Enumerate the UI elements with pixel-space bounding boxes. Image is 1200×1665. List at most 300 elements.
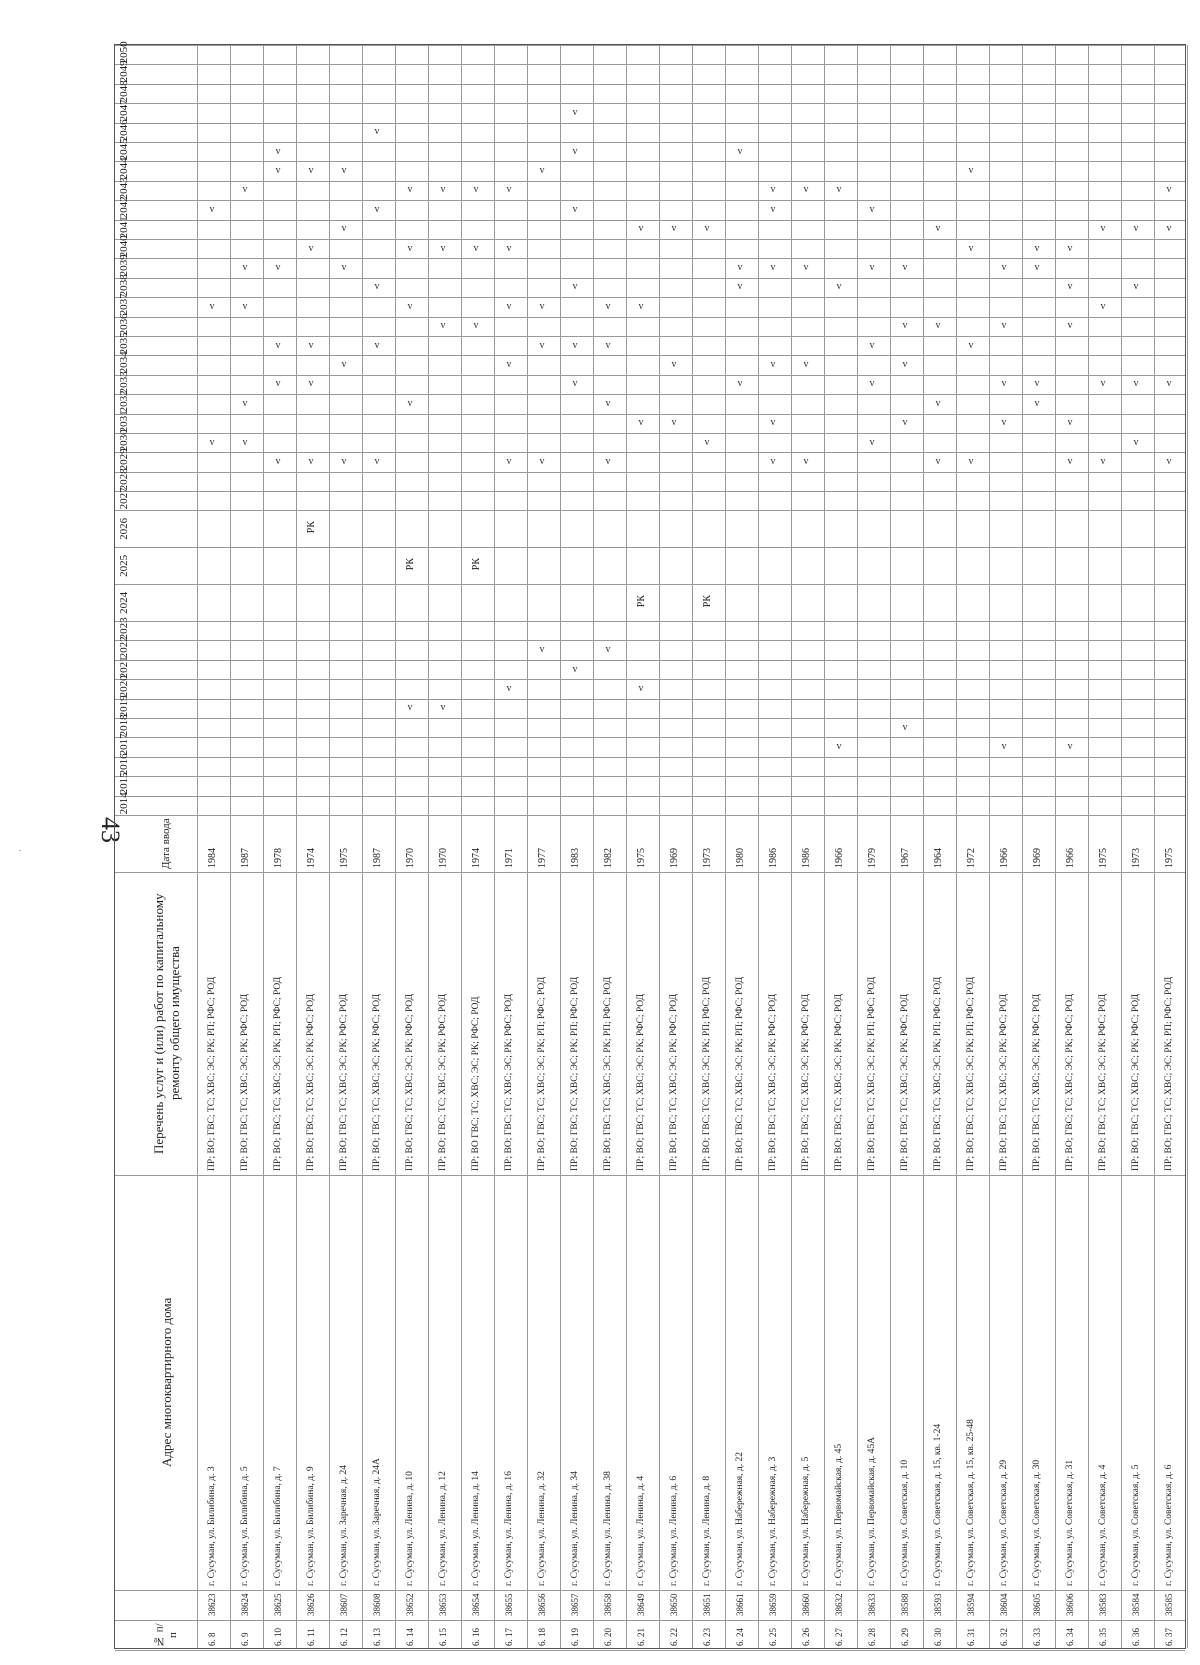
band-line <box>115 1590 1185 1591</box>
schedule-tick: v <box>572 106 578 118</box>
row-number: 6. 9 <box>239 1632 250 1646</box>
schedule-tick: v <box>308 242 314 254</box>
row-address: г. Сусуман, ул. Советская, д. 29 <box>998 1459 1009 1586</box>
schedule-tick: v <box>242 300 248 312</box>
row-works: ПР; ВО; ГВС; ТС; ХВС; ЭС; РК; РФС; РОД <box>833 993 844 1171</box>
schedule-tick: v <box>770 359 776 371</box>
schedule-tick: v <box>1034 397 1040 409</box>
schedule-tick: v <box>638 223 644 235</box>
row-id: 38626 <box>305 1593 316 1616</box>
schedule-tick: v <box>440 320 446 332</box>
year-line <box>115 640 1185 641</box>
row-id: 38649 <box>635 1593 646 1616</box>
schedule-tick: v <box>1166 184 1172 196</box>
row-line <box>626 45 627 1648</box>
row-works: ПР; ВО; ГВС; ТС; ХВС; ЭС; РК; РП; РФС; РОД <box>602 976 613 1171</box>
schedule-tick: v <box>1166 223 1172 235</box>
schedule-tick: v <box>935 456 941 467</box>
year-line <box>115 64 1185 65</box>
row-date: 1970 <box>404 848 416 868</box>
row-date: 1987 <box>371 848 383 868</box>
row-date: 1973 <box>1130 848 1142 868</box>
schedule-tick: v <box>572 378 578 390</box>
schedule-tick: v <box>1067 281 1073 293</box>
row-works: ПР; ВО; ГВС; ТС; ХВС; ЭС; РК; РФС; РОД <box>800 993 811 1171</box>
year-line <box>115 547 1185 548</box>
row-line <box>758 45 759 1648</box>
row-works: ПР; ВО; ГВС; ТС; ХВС; ЭС; РК; РП; РФС; РОД <box>1163 976 1174 1171</box>
schedule-tick: v <box>539 339 545 351</box>
schedule-tick: v <box>902 721 908 733</box>
row-number: 6. 26 <box>800 1628 811 1646</box>
year-line <box>115 239 1185 240</box>
row-number: 6. 16 <box>470 1628 481 1646</box>
row-address: г. Сусуман, ул. Ленина, д. 4 <box>635 1475 646 1586</box>
row-works: ПР; ВО; ГВС; ТС; ХВС; ЭС; РК; РФС; РОД <box>305 993 316 1171</box>
schedule-tick: v <box>539 300 545 312</box>
row-id: 38651 <box>701 1593 712 1616</box>
scan-mark: · <box>18 845 22 857</box>
schedule-tick: v <box>902 359 908 371</box>
schedule-tick: v <box>440 184 446 196</box>
year-header: 2038 <box>118 274 130 297</box>
year-line <box>115 510 1185 511</box>
row-works: ПР; ВО; ГВС; ТС; ХВС; ЭС; РК; РП; РФС; РОД <box>965 976 976 1171</box>
row-address: г. Сусуман, ул. Набережная, д. 22 <box>734 1452 745 1586</box>
schedule-tick: v <box>968 339 974 351</box>
row-number: 6. 31 <box>965 1628 976 1646</box>
year-line <box>115 336 1185 337</box>
year-header: 2027 <box>118 487 130 510</box>
row-address: г. Сусуман, ул. Советская, д. 4 <box>1097 1464 1108 1586</box>
year-line <box>115 660 1185 661</box>
row-date: 1978 <box>272 848 284 868</box>
schedule-tick: v <box>506 456 512 467</box>
row-line <box>824 45 825 1648</box>
row-id: 38660 <box>800 1593 811 1616</box>
year-line <box>115 394 1185 395</box>
year-header: 2022 <box>118 636 130 659</box>
row-works: ПР; ВО; ГВС; ТС; ХВС; ЭС; РК; РФС; РОД <box>404 993 415 1171</box>
row-works: ПР; ВО; ГВС; ТС; ХВС; ЭС; РК; РФС; РОД <box>1097 993 1108 1171</box>
schedule-tick: v <box>539 456 545 467</box>
schedule-tick: v <box>1133 378 1139 390</box>
row-date: 1966 <box>1064 848 1076 868</box>
row-date: 1979 <box>866 848 878 868</box>
schedule-tick: v <box>308 456 314 467</box>
row-number: 6. 28 <box>866 1628 877 1646</box>
schedule-tick: v <box>374 126 380 138</box>
row-address: г. Сусуман, ул. Советская, д. 30 <box>1031 1459 1042 1586</box>
row-line <box>527 45 528 1648</box>
row-number: 6. 30 <box>932 1628 943 1646</box>
row-line <box>296 45 297 1648</box>
rk-mark: РК <box>701 594 713 607</box>
row-works: ПР; ВО ГВС; ТС; ХВС; ЭС; РК; РФС; РОД <box>470 996 481 1171</box>
year-line <box>115 584 1185 585</box>
schedule-tick: v <box>374 203 380 215</box>
year-header: 2032 <box>118 390 130 413</box>
row-date: 1972 <box>965 848 977 868</box>
schedule-tick: v <box>275 378 281 390</box>
schedule-tick: v <box>1133 223 1139 235</box>
row-works: ПР; ВО; ГВС; ТС; ХВС; ЭС; РК; РП; РФС; РОД <box>932 976 943 1171</box>
row-line <box>1022 45 1023 1648</box>
year-line <box>115 103 1185 104</box>
schedule-tick: v <box>638 682 644 694</box>
row-works: ПР; ВО; ГВС; ТС; ХВС; ЭС; РК; РФС; РОД <box>1064 993 1075 1171</box>
row-number: 6. 14 <box>404 1628 415 1646</box>
row-address: г. Сусуман, ул. Ленина, д. 16 <box>503 1471 514 1586</box>
row-number: 6. 23 <box>701 1628 712 1646</box>
year-line <box>115 258 1185 259</box>
schedule-tick: v <box>1001 378 1007 390</box>
schedule-tick: v <box>1166 378 1172 390</box>
schedule-tick: v <box>869 378 875 390</box>
row-id: 38604 <box>998 1593 1009 1616</box>
schedule-tick: v <box>407 397 413 409</box>
row-line <box>890 45 891 1648</box>
year-line <box>115 161 1185 162</box>
schedule-tick: v <box>770 203 776 215</box>
row-address: г. Сусуман, ул. Набережная, д. 3 <box>767 1456 778 1586</box>
row-date: 1987 <box>239 848 251 868</box>
schedule-tick: v <box>737 281 743 293</box>
schedule-tick: v <box>770 262 776 274</box>
row-date: 1966 <box>833 848 845 868</box>
row-line <box>395 45 396 1648</box>
row-id: 38659 <box>767 1593 778 1616</box>
schedule-tick: v <box>506 242 512 254</box>
row-id: 38655 <box>503 1593 514 1616</box>
row-address: г. Сусуман, ул. Ленина, д. 38 <box>602 1471 613 1586</box>
row-number: 6. 22 <box>668 1628 679 1646</box>
schedule-tick: v <box>935 397 941 409</box>
schedule-tick: v <box>275 339 281 351</box>
year-line <box>115 317 1185 318</box>
schedule-tick: v <box>275 145 281 157</box>
schedule-tick: v <box>968 242 974 254</box>
schedule-tick: v <box>803 359 809 371</box>
row-works: ПР; ВО; ГВС; ТС; ХВС; ЭС; РК; РФС; РОД <box>503 993 514 1171</box>
schedule-tick: v <box>902 262 908 274</box>
schedule-tick: v <box>440 242 446 254</box>
row-address: г. Сусуман, ул. Ленина, д. 34 <box>569 1471 580 1586</box>
year-header: 2036 <box>118 312 130 335</box>
schedule-tick: v <box>242 436 248 448</box>
row-id: 38625 <box>272 1593 283 1616</box>
year-header: 2047 <box>118 99 130 122</box>
year-header: 2024 <box>118 591 130 614</box>
rk-mark: РК <box>635 594 647 607</box>
row-date: 1964 <box>932 848 944 868</box>
row-works: ПР; ВО; ГВС; ТС; ХВС; ЭС; РК; РФС; РОД <box>998 993 1009 1171</box>
row-date: 1975 <box>338 848 350 868</box>
row-date: 1967 <box>899 848 911 868</box>
row-works: ПР; ВО; ГВС; ТС; ХВС; ЭС; РК; РФС; РОД <box>668 993 679 1171</box>
year-line <box>115 621 1185 622</box>
year-header: 2042 <box>118 196 130 219</box>
row-id: 38583 <box>1097 1593 1108 1616</box>
schedule-tick: v <box>341 262 347 274</box>
year-line <box>115 142 1185 143</box>
row-address: г. Сусуман, ул. Ленина, д. 14 <box>470 1471 481 1586</box>
row-id: 38653 <box>437 1593 448 1616</box>
schedule-tick: v <box>671 223 677 235</box>
year-header: 2025 <box>118 554 130 577</box>
row-line <box>1187 45 1188 1648</box>
row-date: 1986 <box>767 848 779 868</box>
year-line <box>115 375 1185 376</box>
year-line <box>115 123 1185 124</box>
year-header: 2046 <box>118 118 130 141</box>
row-address: г. Сусуман, ул. Билибина, д. 7 <box>272 1466 283 1586</box>
row-number: 6. 15 <box>437 1628 448 1646</box>
year-line <box>115 355 1185 356</box>
col-header-date: Дата ввода <box>160 818 173 869</box>
row-date: 1966 <box>998 848 1010 868</box>
schedule-tick: v <box>275 262 281 274</box>
row-id: 38588 <box>899 1593 910 1616</box>
schedule-tick: v <box>605 397 611 409</box>
year-header: 2019 <box>118 695 130 718</box>
row-works: ПР; ВО; ГВС; ТС; ХВС; ЭС; РК; РП; РФС; РОД <box>536 976 547 1171</box>
schedule-tick: v <box>737 262 743 274</box>
row-number: 6. 29 <box>899 1628 910 1646</box>
row-line <box>692 45 693 1648</box>
year-line <box>115 472 1185 473</box>
row-number: 6. 12 <box>338 1628 349 1646</box>
schedule-tick: v <box>836 741 842 753</box>
row-id: 38658 <box>602 1593 613 1616</box>
row-works: ПР; ВО; ГВС; ТС; ХВС; ЭС; РК; РП; РФС; РОД <box>734 976 745 1171</box>
row-id: 38652 <box>404 1593 415 1616</box>
row-id: 38593 <box>932 1593 943 1616</box>
row-id: 38650 <box>668 1593 679 1616</box>
row-address: г. Сусуман, ул. Ленина, д. 6 <box>668 1475 679 1586</box>
schedule-tick: v <box>506 300 512 312</box>
year-header: 2020 <box>118 675 130 698</box>
schedule-tick: v <box>1001 741 1007 753</box>
schedule-tick: v <box>704 436 710 448</box>
row-date: 1975 <box>1163 848 1175 868</box>
schedule-tick: v <box>1133 436 1139 448</box>
col-header-works: Перечень услуг и (или) работ по капитальному ремонту общего имущества <box>150 893 182 1154</box>
row-works: ПР; ВО; ГВС; ТС; ХВС; ЭС; РК; РФС; РОД <box>371 993 382 1171</box>
row-works: ПР; ВО; ГВС; ТС; ХВС; ЭС; РК; РП; РФС; РОД <box>701 976 712 1171</box>
year-header: 2018 <box>118 714 130 737</box>
row-id: 38606 <box>1064 1593 1075 1616</box>
schedule-tick: v <box>1100 378 1106 390</box>
row-line <box>791 45 792 1648</box>
year-line <box>115 737 1185 738</box>
schedule-tick: v <box>341 165 347 177</box>
row-address: г. Сусуман, ул. Ленина, д. 12 <box>437 1471 448 1586</box>
schedule-tick: v <box>506 359 512 371</box>
schedule-tick: v <box>209 300 215 312</box>
schedule-tick: v <box>704 223 710 235</box>
row-works: ПР; ВО; ГВС; ТС; ХВС; ЭС; РК; РП; РФС; РОД <box>569 976 580 1171</box>
schedule-tick: v <box>869 262 875 274</box>
year-header: 2039 <box>118 254 130 277</box>
schedule-tick: v <box>572 663 578 675</box>
year-line <box>115 200 1185 201</box>
row-works: ПР; ВО; ГВС; ТС; ХВС; ЭС; РК; РФС; РОД <box>635 993 646 1171</box>
schedule-tick: v <box>869 436 875 448</box>
band-line <box>115 872 1185 873</box>
row-number: 6. 33 <box>1031 1628 1042 1646</box>
schedule-tick: v <box>242 397 248 409</box>
year-line <box>115 491 1185 492</box>
schedule-tick: v <box>803 456 809 467</box>
schedule-tick: v <box>407 242 413 254</box>
schedule-tick: v <box>506 184 512 196</box>
row-date: 1982 <box>602 848 614 868</box>
row-address: г. Сусуман, ул. Советская, д. 6 <box>1163 1464 1174 1586</box>
schedule-tick: v <box>605 339 611 351</box>
band-line <box>115 815 1185 816</box>
rk-mark: РК <box>470 557 482 570</box>
schedule-tick: v <box>836 184 842 196</box>
row-line <box>362 45 363 1648</box>
row-id: 38654 <box>470 1593 481 1616</box>
row-number: 6. 10 <box>272 1628 283 1646</box>
schedule-tick: v <box>473 242 479 254</box>
schedule-tick: v <box>572 339 578 351</box>
schedule-tick: v <box>605 456 611 467</box>
row-address: г. Сусуман, ул. Советская, д. 15, кв. 25-48 <box>965 1419 976 1586</box>
row-line <box>560 45 561 1648</box>
schedule-tick: v <box>341 456 347 467</box>
schedule-tick: v <box>869 203 875 215</box>
schedule-tick: v <box>1166 456 1172 467</box>
schedule-tick: v <box>770 456 776 467</box>
schedule-tick: v <box>1067 242 1073 254</box>
schedule-tick: v <box>1100 300 1106 312</box>
row-number: 6. 13 <box>371 1628 382 1646</box>
row-line <box>461 45 462 1648</box>
row-id: 38656 <box>536 1593 547 1616</box>
schedule-tick: v <box>671 417 677 429</box>
schedule-tick: v <box>539 165 545 177</box>
schedule-tick: v <box>275 165 281 177</box>
year-line <box>115 718 1185 719</box>
year-line <box>115 452 1185 453</box>
schedule-tick: v <box>1100 456 1106 467</box>
row-address: г. Сусуман, ул. Советская, д. 5 <box>1130 1464 1141 1586</box>
year-header: 2031 <box>118 409 130 432</box>
row-date: 1969 <box>1031 848 1043 868</box>
year-line <box>115 278 1185 279</box>
row-address: г. Сусуман, ул. Заречная, д. 24 <box>338 1465 349 1586</box>
schedule-tick: v <box>1067 456 1073 467</box>
capital-repair-table <box>114 41 1186 1649</box>
row-id: 38657 <box>569 1593 580 1616</box>
schedule-tick: v <box>374 339 380 351</box>
schedule-tick: v <box>803 184 809 196</box>
row-line <box>659 45 660 1648</box>
year-header: 2028 <box>118 468 130 491</box>
row-address: г. Сусуман, ул. Билибина, д. 5 <box>239 1466 250 1586</box>
row-line <box>230 45 231 1648</box>
year-header: 2049 <box>118 60 130 83</box>
schedule-tick: v <box>638 300 644 312</box>
row-number: 6. 37 <box>1163 1628 1174 1646</box>
year-line <box>115 414 1185 415</box>
schedule-tick: v <box>407 184 413 196</box>
row-line <box>1088 45 1089 1648</box>
schedule-tick: v <box>308 378 314 390</box>
row-works: ПР; ВО; ГВС; ТС; ХВС; ЭС; РК; РФС; РОД <box>338 993 349 1171</box>
schedule-tick: v <box>770 417 776 429</box>
schedule-tick: v <box>869 339 875 351</box>
row-id: 38623 <box>206 1593 217 1616</box>
row-id: 38605 <box>1031 1593 1042 1616</box>
row-number: 6. 21 <box>635 1628 646 1646</box>
year-header: 2044 <box>118 157 130 180</box>
schedule-tick: v <box>803 262 809 274</box>
row-works: ПР; ВО; ГВС; ТС; ХВС; ЭС; РК; РФС; РОД <box>1031 993 1042 1171</box>
schedule-tick: v <box>572 203 578 215</box>
schedule-tick: v <box>671 359 677 371</box>
year-line <box>115 776 1185 777</box>
year-header: 2037 <box>118 293 130 316</box>
year-line <box>115 297 1185 298</box>
row-number: 6. 24 <box>734 1628 745 1646</box>
schedule-tick: v <box>1001 320 1007 332</box>
schedule-tick: v <box>572 281 578 293</box>
year-header: 2017 <box>118 733 130 756</box>
row-number: 6. 20 <box>602 1628 613 1646</box>
header-strip-line <box>197 45 198 1648</box>
row-line <box>857 45 858 1648</box>
row-date: 1973 <box>701 848 713 868</box>
schedule-tick: v <box>1034 378 1040 390</box>
row-address: г. Сусуман, ул. Заречная, д. 24А <box>371 1458 382 1586</box>
year-header: 2015 <box>118 772 130 795</box>
schedule-tick: v <box>407 300 413 312</box>
row-id: 38607 <box>338 1593 349 1616</box>
row-date: 1975 <box>635 848 647 868</box>
row-line <box>428 45 429 1648</box>
page-number: 43 <box>96 817 125 843</box>
year-header: 2041 <box>118 215 130 238</box>
col-header-address: Адрес многоквартирного дома <box>158 1297 174 1468</box>
schedule-tick: v <box>407 702 413 714</box>
schedule-tick: v <box>473 184 479 196</box>
col-header-num: № п/п <box>153 1623 179 1647</box>
year-header: 2040 <box>118 235 130 258</box>
row-number: 6. 17 <box>503 1628 514 1646</box>
row-address: г. Сусуман, ул. Ленина, д. 10 <box>404 1471 415 1586</box>
year-header: 2023 <box>118 617 130 640</box>
band-line <box>115 1620 1185 1621</box>
year-line <box>115 796 1185 797</box>
row-number: 6. 25 <box>767 1628 778 1646</box>
schedule-tick: v <box>374 281 380 293</box>
row-number: 6. 35 <box>1097 1628 1108 1646</box>
row-line <box>1121 45 1122 1648</box>
row-date: 1983 <box>569 848 581 868</box>
row-line <box>494 45 495 1648</box>
row-id: 38661 <box>734 1593 745 1616</box>
schedule-tick: v <box>275 456 281 467</box>
year-header: 2043 <box>118 177 130 200</box>
year-header: 2050 <box>118 41 130 64</box>
year-header: 2016 <box>118 753 130 776</box>
schedule-tick: v <box>605 644 611 656</box>
schedule-tick: v <box>1034 242 1040 254</box>
